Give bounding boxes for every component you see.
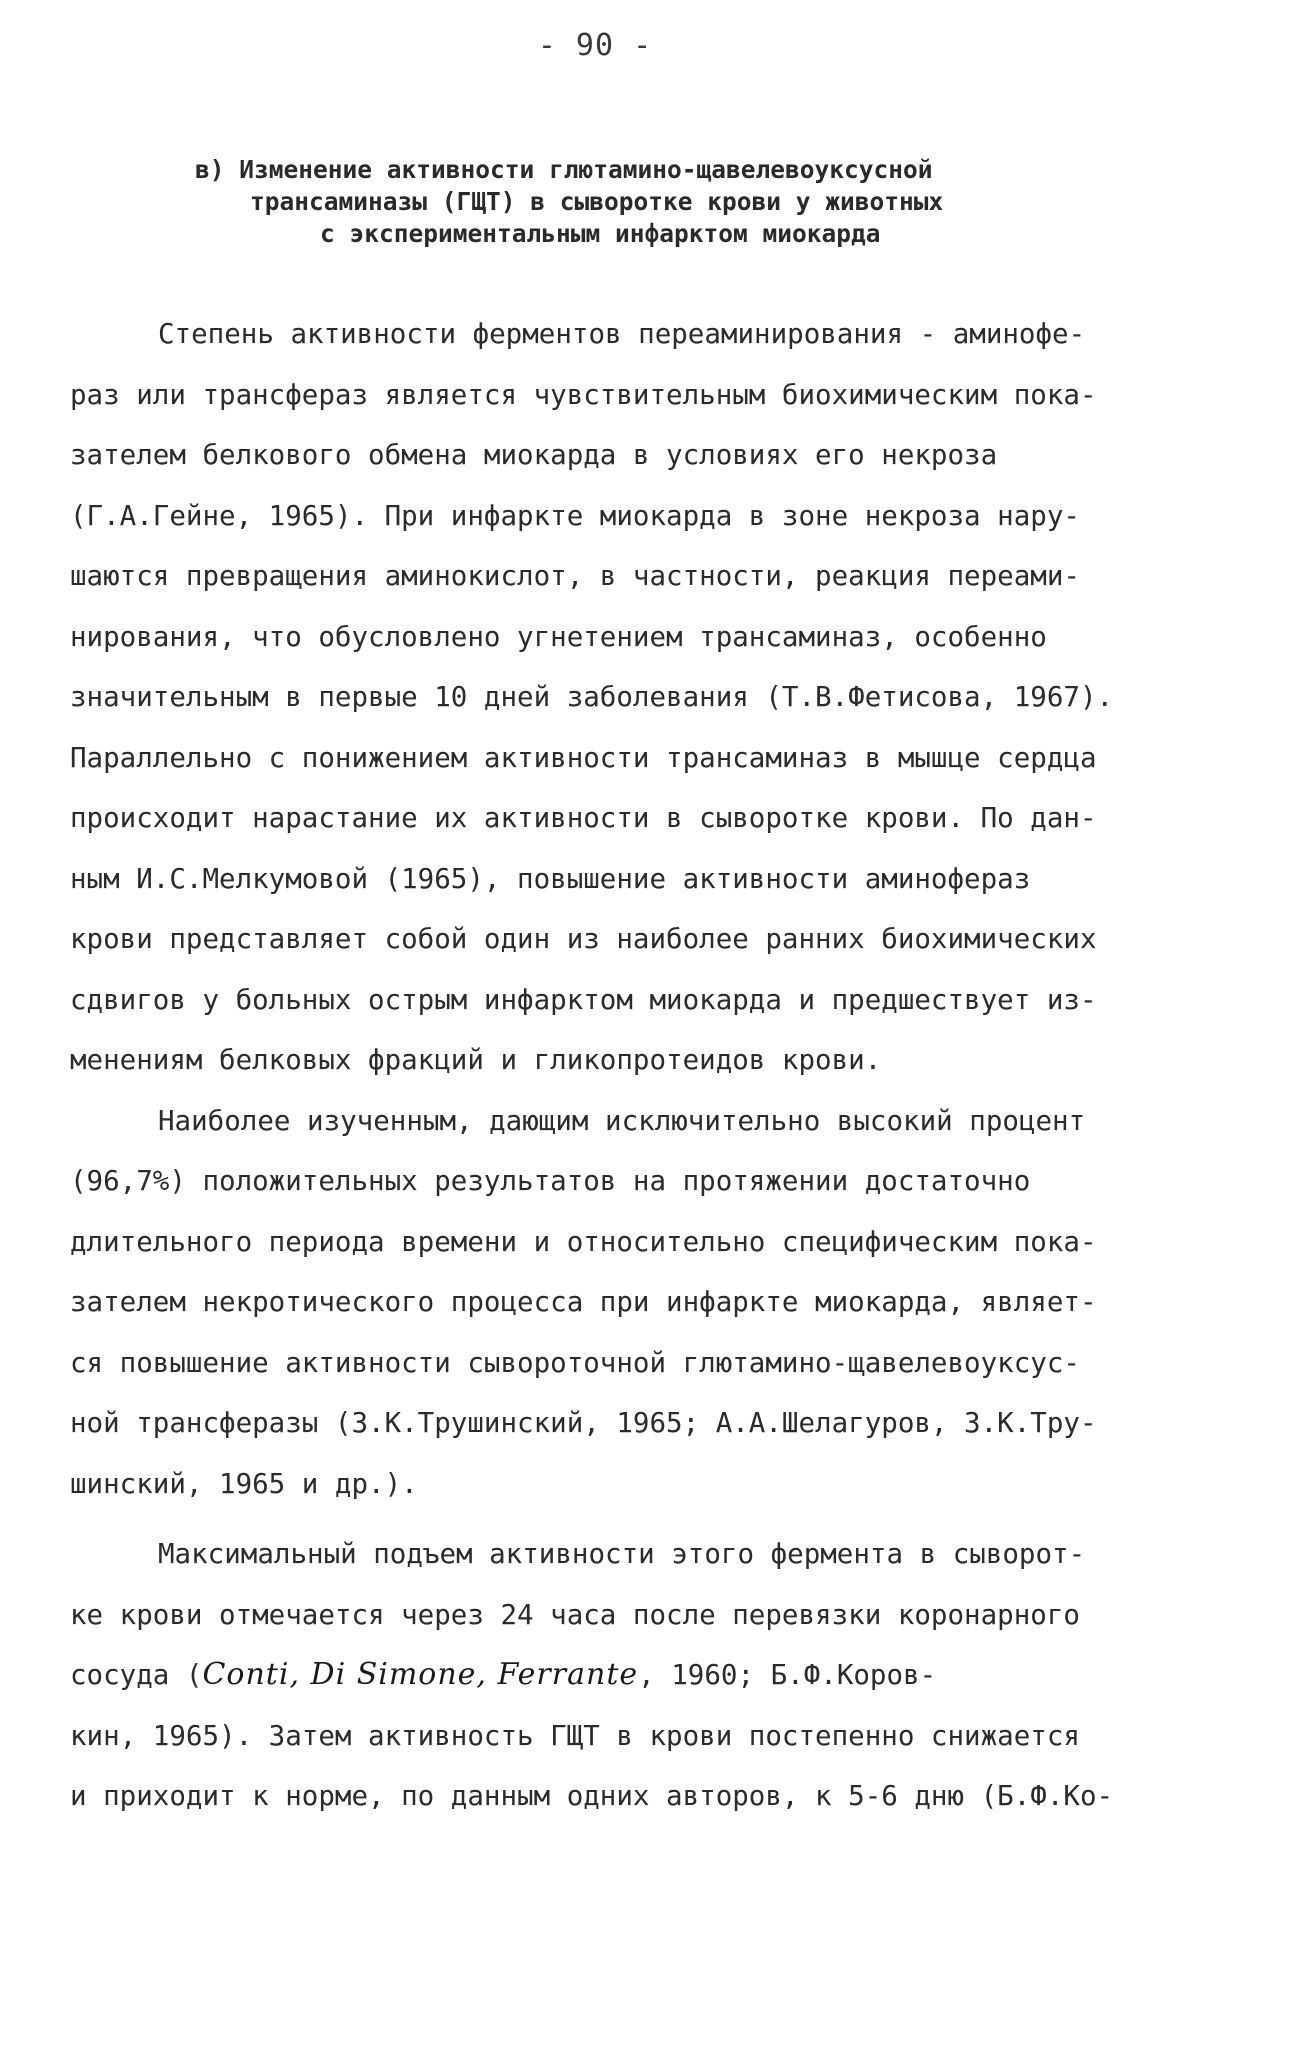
text-line: сдвигов у больных острым инфарктом миокарда и предшествует из- bbox=[70, 983, 1097, 1016]
body-text bbox=[70, 304, 1230, 1827]
heading-line: трансаминазы (ГЩТ) в сыворотке крови у животных bbox=[250, 187, 944, 216]
text-fragment: сосуда ( bbox=[70, 1659, 203, 1691]
text-line: крови представляет собой один из наиболее ранних биохимических bbox=[70, 923, 1097, 955]
paragraph-gap bbox=[70, 1514, 1230, 1524]
heading-line: с экспериментальным инфарктом миокарда bbox=[320, 219, 881, 248]
text-line: значительным в первые 10 дней заболевания (Т.В.Фетисова, 1967). bbox=[70, 681, 1114, 713]
text-line: Степень активности ферментов переаминирования - аминофе- bbox=[158, 318, 1086, 350]
text-line: ной трансферазы (З.К.Трушинский, 1965; А.А.Шелагуров, З.К.Тру- bbox=[70, 1407, 1097, 1439]
text-line: Наиболее изученным, дающим исключительно высокий процент bbox=[158, 1104, 1086, 1137]
text-line: ке крови отмечается через 24 часа после перевязки коронарного bbox=[70, 1598, 1080, 1631]
text-line: раз или трансфераз является чувствительным биохимическим пока- bbox=[70, 378, 1097, 411]
text-line-with-handwriting bbox=[70, 1645, 1230, 1706]
text-line: (Г.А.Гейне, 1965). При инфаркте миокарда в зоне некроза нару- bbox=[70, 499, 1080, 532]
paragraph-3 bbox=[70, 1524, 1230, 1827]
text-line: (96,7%) положительных результатов на протяжении достаточно bbox=[70, 1165, 1031, 1197]
paragraph-2 bbox=[70, 1091, 1230, 1515]
section-heading bbox=[150, 154, 1150, 250]
text-line: Максимальный подъем активности этого фермента в сыворот- bbox=[158, 1538, 1086, 1570]
text-line: происходит нарастание их активности в сыворотке крови. По дан- bbox=[70, 802, 1097, 834]
text-line: ся повышение активности сывороточной глютамино-щавелевоуксус- bbox=[70, 1346, 1080, 1379]
handwritten-authors: Conti, Di Simone, Ferrante bbox=[202, 1657, 639, 1692]
text-line: Параллельно с понижением активности трансаминаз в мышце сердца bbox=[70, 741, 1097, 774]
text-line: кин, 1965). Затем активность ГЩТ в крови постепенно снижается bbox=[70, 1719, 1080, 1752]
text-line: и приходит к норме, по данным одних авторов, к 5-6 дню (Б.Ф.Ко- bbox=[70, 1780, 1114, 1812]
text-line: зателем некротического процесса при инфаркте миокарда, являет- bbox=[70, 1286, 1097, 1318]
text-line: зателем белкового обмена миокарда в условиях его некроза bbox=[70, 439, 998, 471]
paragraph-1 bbox=[70, 304, 1230, 1091]
text-line: менениям белковых фракций и гликопротеидов крови. bbox=[70, 1044, 882, 1076]
page-number: - 90 - bbox=[537, 28, 653, 63]
text-fragment: , 1960; Б.Ф.Коров- bbox=[638, 1659, 937, 1691]
text-line: нирования, что обусловлено угнетением трансаминаз, особенно bbox=[70, 620, 1047, 653]
heading-line: в) Изменение активности глютамино-щавелевоуксусной bbox=[195, 155, 933, 184]
text-line: длительного периода времени и относительно специфическим пока- bbox=[70, 1225, 1097, 1258]
text-line: ным И.С.Мелкумовой (1965), повышение активности аминофераз bbox=[70, 862, 1031, 895]
text-line: шаются превращения аминокислот, в частности, реакция переами- bbox=[70, 560, 1080, 592]
text-line: шинский, 1965 и др.). bbox=[70, 1467, 418, 1500]
